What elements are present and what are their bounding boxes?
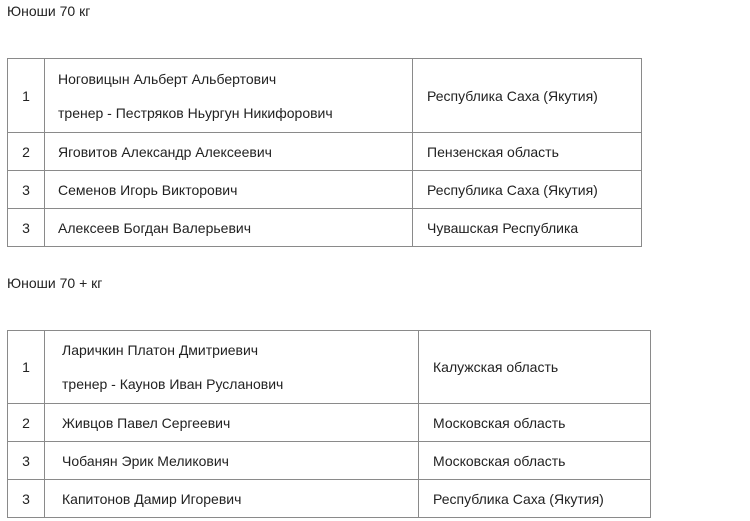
coach-name: тренер - Пестряков Ньургун Никифорович	[58, 104, 333, 121]
table-row	[8, 331, 651, 404]
table-row	[8, 133, 642, 171]
athlete-cell	[45, 59, 413, 133]
athlete-name: Яговитов Александр Алексеевич	[45, 133, 413, 171]
place-cell: 1	[8, 59, 45, 133]
athlete-name: Живцов Павел Сергеевич	[45, 404, 419, 442]
athlete-name: Семенов Игорь Викторович	[45, 171, 413, 209]
place-cell: 3	[8, 209, 45, 247]
table-row	[8, 59, 642, 133]
table-row	[8, 209, 642, 247]
region-cell: Калужская область	[419, 331, 651, 404]
table-row	[8, 404, 651, 442]
place-cell: 3	[8, 442, 45, 480]
table-row	[8, 480, 651, 518]
region-cell: Республика Саха (Якутия)	[413, 59, 642, 133]
place-cell: 3	[8, 480, 45, 518]
coach-name: тренер - Каунов Иван Русланович	[62, 376, 284, 392]
place-cell: 3	[8, 171, 45, 209]
table-row	[8, 171, 642, 209]
place-cell: 2	[8, 133, 45, 171]
region-cell: Пензенская область	[413, 133, 642, 171]
athlete-name: Чобанян Эрик Меликович	[45, 442, 419, 480]
place-cell: 1	[8, 331, 45, 404]
athlete-name: Ноговицын Альберт Альбертович	[58, 70, 277, 87]
section-title-70plus-kg: Юноши 70 + кг	[7, 275, 103, 291]
region-cell: Чувашская Республика	[413, 209, 642, 247]
region-cell: Республика Саха (Якутия)	[419, 480, 651, 518]
table-row	[8, 442, 651, 480]
region-cell: Республика Саха (Якутия)	[413, 171, 642, 209]
athlete-cell	[45, 331, 419, 404]
athlete-name: Алексеев Богдан Валерьевич	[45, 209, 413, 247]
region-cell: Московская область	[419, 404, 651, 442]
athlete-name: Ларичкин Платон Дмитриевич	[62, 342, 259, 358]
results-table-70kg	[7, 58, 642, 247]
results-table-70plus-kg	[7, 330, 651, 518]
athlete-name: Капитонов Дамир Игоревич	[45, 480, 419, 518]
place-cell: 2	[8, 404, 45, 442]
region-cell: Московская область	[419, 442, 651, 480]
section-title-70kg: Юноши 70 кг	[7, 3, 91, 19]
